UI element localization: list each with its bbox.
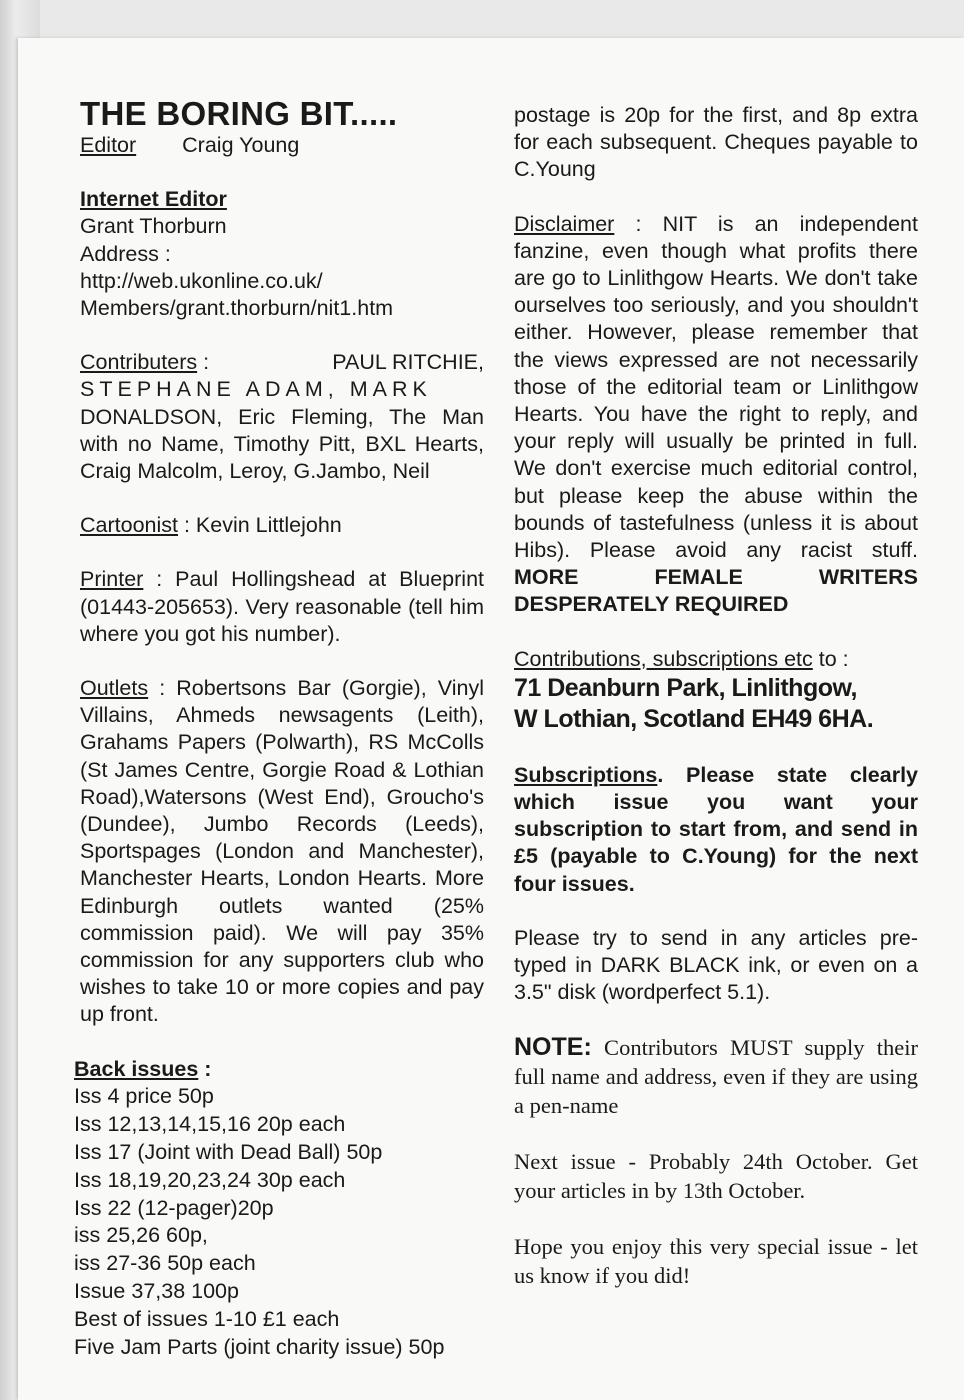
back-issues-label: Back issues: [74, 1056, 199, 1081]
cartoonist-label: Cartoonist: [80, 513, 178, 538]
internet-editor-name: Grant Thorburn: [80, 214, 227, 239]
back-issue-item: Five Jam Parts (joint charity issue) 50p: [74, 1334, 445, 1359]
contributions-label: Contributions, subscriptions etc: [514, 646, 813, 671]
printer-block: [80, 566, 484, 648]
closing-text: Hope you enjoy this very special issue - let us know if you did!: [514, 1234, 918, 1289]
contributers-label: Contributers: [80, 350, 198, 375]
address-line-2: W Lothian, Scotland EH49 6HA.: [514, 704, 874, 733]
document-page: [18, 38, 964, 1400]
page-title: THE BORING BIT.....: [80, 95, 398, 132]
note-value: Contributors MUST supply their full name and address, even if they are using a pen-name: [514, 1035, 918, 1119]
disclaimer-bold: MORE FEMALE WRITERS DESPERATELY REQUIRED: [514, 565, 918, 617]
subscriptions-label: Subscriptions: [514, 762, 658, 787]
subscriptions-value: . Please state clearly which issue you want your subscription to start from, and send in £5 (payable to C.Young) for the next four issues.: [514, 762, 918, 896]
articles-text: Please try to send in any articles pre-typed in DARK BLACK ink, or even on a 3.5" disk (wordperfect 5.1).: [514, 925, 918, 1005]
outlets-block: [80, 675, 484, 1029]
cartoonist-value: : Kevin Littlejohn: [178, 513, 342, 538]
url-line-2: Members/grant.thorburn/nit1.htm: [80, 296, 394, 321]
address-label: Address :: [80, 241, 171, 266]
subscriptions-block: [514, 762, 918, 898]
back-issues-block: [74, 1056, 484, 1362]
back-issue-item: iss 25,26 60p,: [74, 1223, 208, 1248]
back-issue-item: Issue 37,38 100p: [74, 1279, 239, 1304]
outlets-label: Outlets: [80, 676, 149, 701]
editor-line: [80, 132, 484, 159]
next-issue-text: Next issue - Probably 24th October. Get your articles in by 13th October.: [514, 1149, 918, 1204]
cartoonist-line: [80, 512, 484, 539]
back-issue-item: iss 27-36 50p each: [74, 1251, 256, 1276]
contributers-block: [80, 349, 484, 485]
back-issue-item: Iss 17 (Joint with Dead Ball) 50p: [74, 1140, 383, 1165]
contributers-names-rest: DONALDSON, Eric Fleming, The Man with no Name, Timothy Pitt, BXL Hearts, Craig Malcolm, Leroy, G.Jambo, Neil: [80, 404, 484, 484]
back-issue-item: Iss 22 (12-pager)20p: [74, 1195, 274, 1220]
outlets-value: : Robertsons Bar (Gorgie), Vinyl Villains, Ahmeds newsagents (Leith), Grahams Papers (Polwarth), RS McColls (St James Centre, Gorgie Road & Lothian Road),Watersons (West End), Groucho's (Dundee), Jumbo Records (Leeds), Sportspages (London and Manchester), Manchester Hearts, London Hearts. More Edinburgh outlets wanted (25% commission paid). We will pay 35% commission for any supporters club who wishes to take 10 or more copies and pay up front.: [80, 676, 484, 1027]
back-issue-item: Best of issues 1-10 £1 each: [74, 1306, 340, 1331]
note-label: NOTE:: [514, 1033, 592, 1062]
contributers-sep: :: [197, 350, 210, 375]
back-issue-item: Iss 18,19,20,23,24 30p each: [74, 1167, 346, 1192]
address-line-1: 71 Deanburn Park, Linlithgow,: [514, 673, 857, 702]
internet-editor-block: [80, 186, 484, 322]
editor-label: Editor: [80, 133, 137, 157]
note-block: [514, 1033, 918, 1120]
internet-editor-label: Internet Editor: [80, 187, 227, 212]
back-issue-item: Iss 12,13,14,15,16 20p each: [74, 1112, 346, 1137]
disclaimer-block: [514, 211, 918, 619]
contributers-names-1: PAUL RITCHIE,: [332, 350, 484, 375]
editor-value: Craig Young: [182, 133, 300, 157]
back-issue-item: Iss 4 price 50p: [74, 1084, 214, 1109]
back-issues-suffix: :: [198, 1056, 212, 1081]
contributions-block: [514, 646, 918, 735]
printer-value: : Paul Hollingshead at Blueprint (01443-205653). Very reasonable (tell him where you got his number).: [80, 567, 484, 646]
contributions-suffix: to :: [812, 646, 849, 671]
printer-label: Printer: [80, 567, 144, 592]
disclaimer-label: Disclaimer: [514, 211, 615, 236]
disclaimer-value: : NIT is an independent fanzine, even though what profits there are go to Linlithgow Hearts. We don't take ourselves too seriously, and you shouldn't either. However, please remember that the views expressed are not necessarily those of the editorial team or Linlithgow Hearts. You have the right to reply, and your reply will usually be printed in full. We don't exercise much editorial control, but please keep the abuse within the bounds of tastefulness (unless it is about Hibs). Please avoid any racist stuff.: [514, 211, 918, 563]
contributers-names-2: STEPHANE ADAM, MARK: [80, 377, 432, 402]
right-column: [514, 102, 918, 1290]
left-column: [74, 95, 484, 1361]
postage-text: postage is 20p for the first, and 8p extra for each subsequent. Cheques payable to C.Young: [514, 103, 918, 182]
url-line-1: http://web.ukonline.co.uk/: [80, 268, 323, 293]
